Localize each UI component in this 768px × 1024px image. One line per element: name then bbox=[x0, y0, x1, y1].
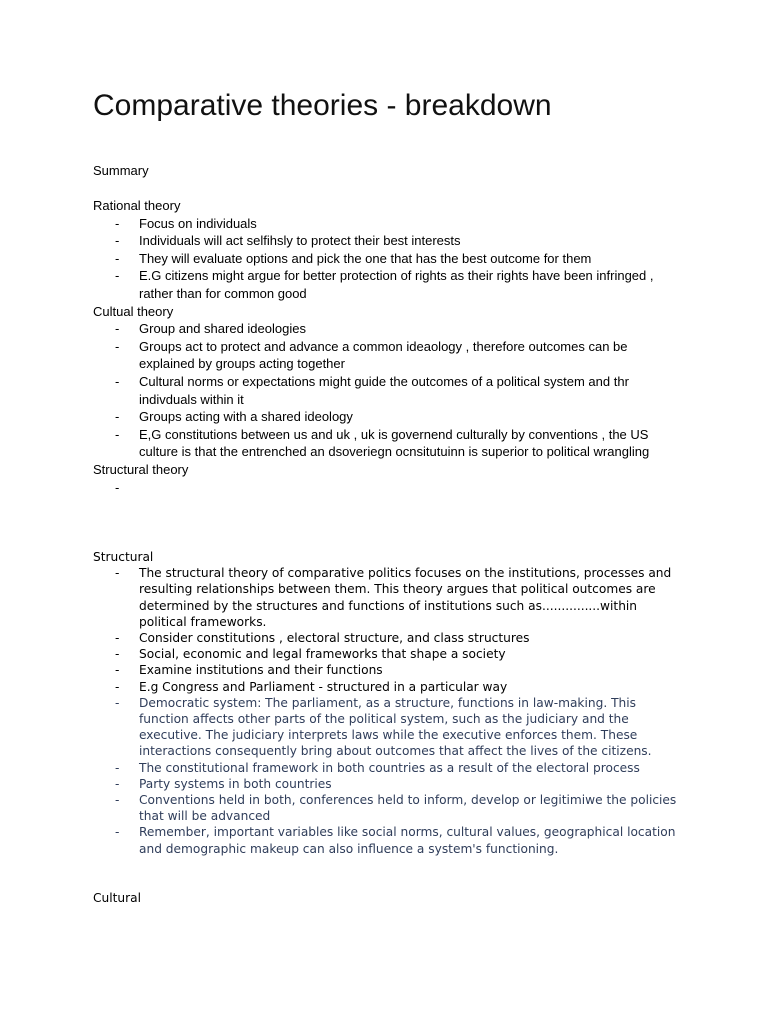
cultural-heading: Cultural bbox=[93, 891, 141, 905]
list-item bbox=[93, 695, 684, 760]
list-item-text: Conventions held in both, conferences held to inform, develop or legitimiwe the policies that will be advanced bbox=[139, 793, 677, 824]
list-item-text: Individuals will act selfihsly to protect their best interests bbox=[139, 233, 461, 249]
cultual-list bbox=[93, 320, 693, 461]
rational-heading: Rational theory bbox=[93, 198, 181, 213]
list-item-text: Party systems in both countries bbox=[139, 776, 332, 791]
dash-bullet-icon: - bbox=[115, 479, 120, 495]
dash-bullet-icon: - bbox=[115, 793, 120, 808]
list-item-text: Consider constitutions , electoral structure, and class structures bbox=[139, 631, 530, 646]
dash-bullet-icon: - bbox=[115, 631, 120, 646]
list-item bbox=[93, 824, 684, 856]
list-item bbox=[93, 426, 684, 461]
list-item-text: E.g Congress and Parliament - structured in a particular way bbox=[139, 679, 508, 694]
dash-bullet-icon: - bbox=[115, 250, 120, 266]
list-item-text: Social, economic and legal frameworks that shape a society bbox=[139, 647, 506, 662]
cultural-section bbox=[93, 890, 693, 906]
dash-bullet-icon: - bbox=[115, 426, 120, 442]
list-item bbox=[93, 215, 684, 233]
list-item-text: Group and shared ideologies bbox=[139, 321, 306, 337]
list-item-text: Focus on individuals bbox=[139, 215, 257, 231]
structural-heading: Structural bbox=[93, 550, 154, 564]
list-item bbox=[93, 760, 684, 776]
list-item-text: Examine institutions and their functions bbox=[139, 663, 383, 678]
list-item bbox=[93, 662, 684, 678]
list-item bbox=[93, 565, 684, 630]
list-item-text: Groups act to protect and advance a common ideaology , therefore outcomes can be explained by groups acting together bbox=[139, 338, 628, 372]
list-item-text: E.G citizens might argue for better protection of rights as their rights have been infringed , rather than for common good bbox=[139, 268, 654, 301]
list-item bbox=[93, 320, 684, 338]
list-item bbox=[93, 776, 684, 792]
dash-bullet-icon: - bbox=[115, 679, 120, 694]
cultual-heading: Cultual theory bbox=[93, 303, 174, 319]
dash-bullet-icon: - bbox=[115, 338, 120, 354]
list-item bbox=[93, 373, 684, 408]
list-item bbox=[93, 408, 684, 426]
summary-heading: Summary bbox=[93, 163, 149, 178]
summary-section bbox=[93, 162, 693, 180]
dash-bullet-icon: - bbox=[115, 566, 120, 581]
dash-bullet-icon: - bbox=[115, 373, 120, 389]
list-item-text: Cultural norms or expectations might guide the outcomes of a political system and thr indivduals within it bbox=[139, 373, 629, 407]
theories-section bbox=[93, 197, 693, 495]
structural-list bbox=[93, 565, 693, 857]
list-item-text: E,G constitutions between us and uk , uk is governend culturally by conventions , the US culture is that the entrenched an dsoveriegn ocnsitutuinn is superior to political wrangling bbox=[139, 426, 650, 460]
list-item bbox=[93, 630, 684, 646]
list-item-text: Remember, important variables like social norms, cultural values, geographical location and demographic makeup can also influence a system's functioning. bbox=[139, 825, 676, 856]
dash-bullet-icon: - bbox=[115, 776, 120, 791]
dash-bullet-icon: - bbox=[115, 825, 120, 840]
list-item bbox=[93, 232, 684, 250]
list-item bbox=[93, 679, 684, 695]
list-item bbox=[93, 792, 684, 824]
dash-bullet-icon: - bbox=[115, 321, 120, 337]
list-item-text: They will evaluate options and pick the one that has the best outcome for them bbox=[139, 250, 592, 266]
list-item-text: Democratic system: The parliament, as a structure, functions in law-making. This function affects other parts of the political system, such as the judiciary and the executive. The judiciary interprets laws while the executive enforces them. These interactions consequently bring about outcomes that affect the lives of the citizens. bbox=[139, 695, 652, 759]
list-item-text: The structural theory of comparative politics focuses on the institutions, processes and resulting relationships between them. This theory argues that political outcomes are determined by the structures and functions of institutions such as...............within political frameworks. bbox=[139, 566, 672, 629]
structural-theory-heading: Structural theory bbox=[93, 461, 189, 477]
structural-section bbox=[93, 549, 693, 857]
list-item bbox=[93, 250, 684, 268]
dash-bullet-icon: - bbox=[115, 215, 120, 231]
dash-bullet-icon: - bbox=[115, 268, 120, 284]
rational-list bbox=[93, 215, 693, 303]
list-item-text: The constitutional framework in both countries as a result of the electoral process bbox=[139, 760, 640, 775]
list-item bbox=[93, 267, 684, 302]
dash-bullet-icon: - bbox=[115, 663, 120, 678]
list-item-text: Groups acting with a shared ideology bbox=[139, 409, 353, 425]
list-item bbox=[93, 338, 684, 373]
dash-bullet-icon: - bbox=[115, 695, 120, 710]
dash-bullet-icon: - bbox=[115, 760, 120, 775]
dash-bullet-icon: - bbox=[115, 647, 120, 662]
page-title: Comparative theories - breakdown bbox=[93, 89, 552, 122]
dash-bullet-icon: - bbox=[115, 409, 120, 425]
list-item bbox=[93, 646, 684, 662]
dash-bullet-icon: - bbox=[115, 233, 120, 249]
